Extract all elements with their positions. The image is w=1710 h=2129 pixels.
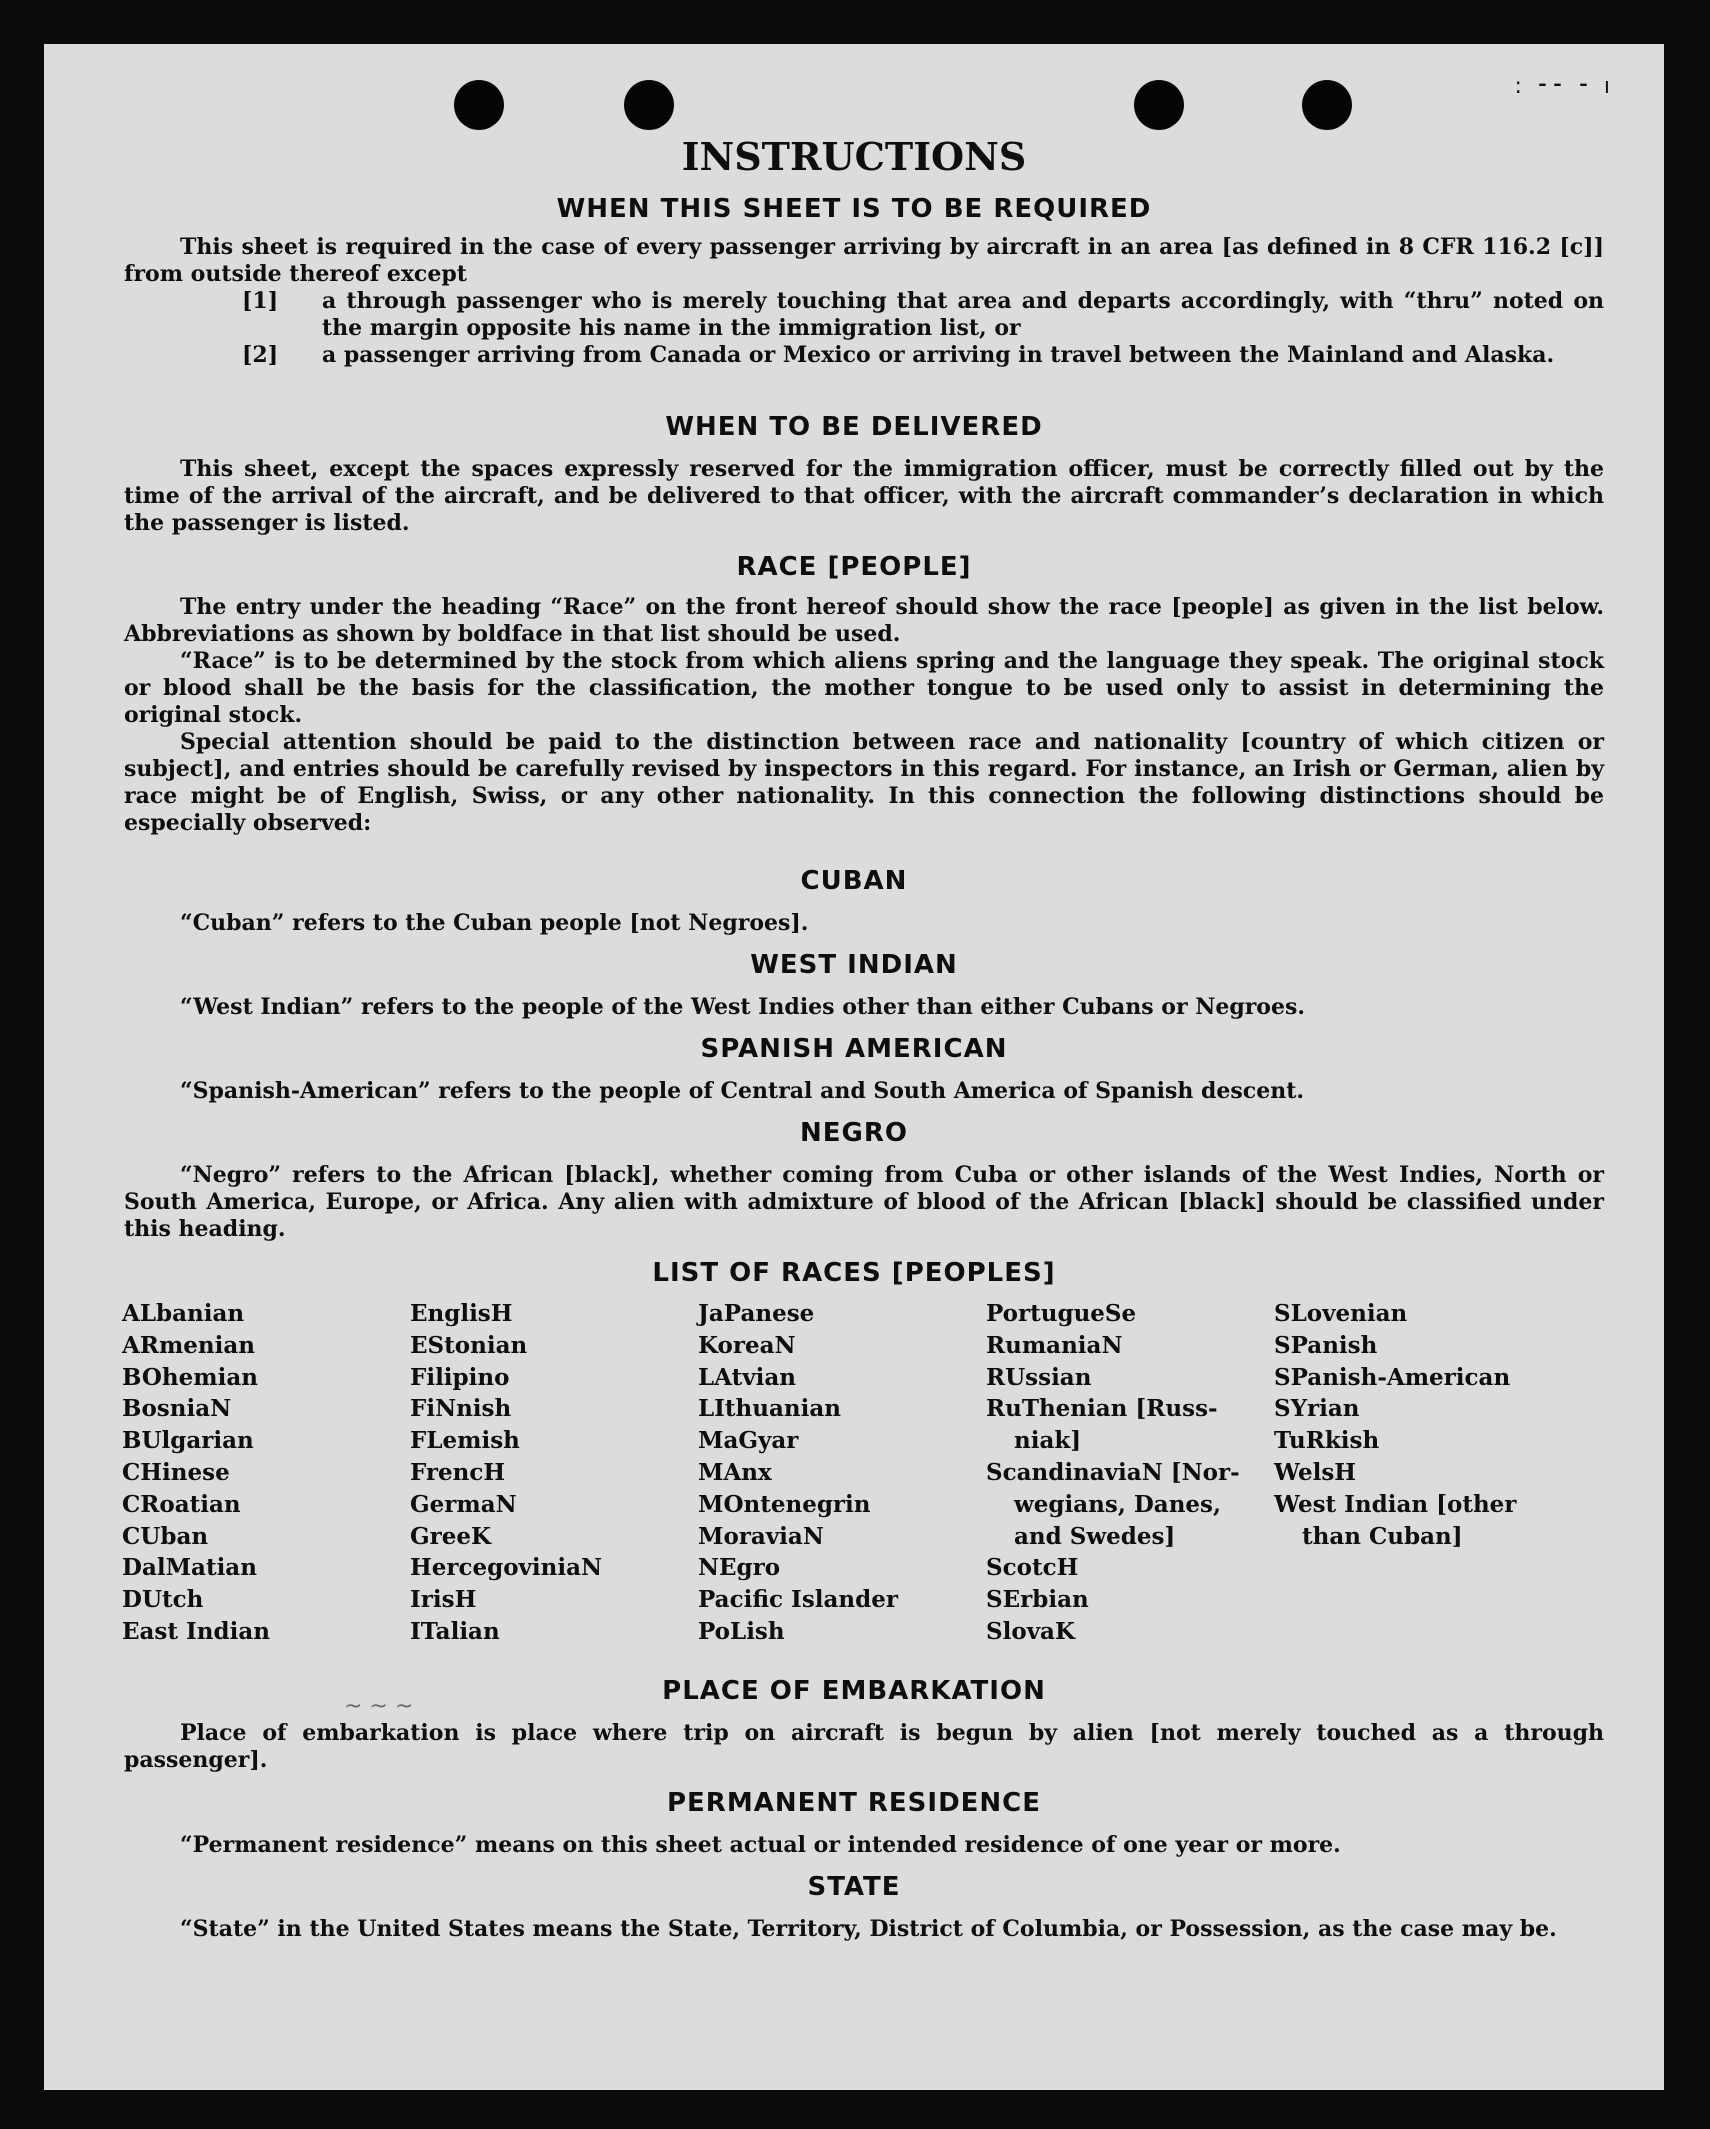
race-entry: FiNnish — [410, 1395, 512, 1423]
race-entry: IrisH — [410, 1586, 477, 1614]
paragraph-cuban: “Cuban” refers to the Cuban people [not Negroes]. — [180, 910, 809, 936]
page-title: INSTRUCTIONS — [681, 134, 1027, 179]
punch-hole — [454, 80, 504, 130]
paragraph-negro: “Negro” refers to the African [black], whether coming from Cuba or other islands of the West Indies, North or South America, Europe, or Africa. Any alien with admixture of blood of the African [black] should be classified under this heading. — [124, 1162, 1604, 1242]
race-entry: FLemish — [410, 1427, 520, 1455]
race-entry: TuRkish — [1274, 1427, 1380, 1455]
race-entry-continued: wegians, Danes, — [1014, 1490, 1221, 1518]
heading-when-required: WHEN THIS SHEET IS TO BE REQUIRED — [556, 194, 1152, 224]
race-entry: PortugueSe — [986, 1300, 1137, 1327]
race-entry: BosniaN — [122, 1395, 232, 1423]
races-column-5 — [1274, 1298, 1574, 1552]
race-entry-continued: and Swedes] — [1014, 1522, 1176, 1550]
heading-negro: NEGRO — [800, 1118, 908, 1148]
race-entry: HercegoviniaN — [410, 1554, 603, 1582]
heading-permanent-residence: PERMANENT RESIDENCE — [666, 1788, 1042, 1818]
corner-mark: : ⁃⁃ ⁃ ı — [1514, 74, 1614, 99]
race-entry: RUssian — [986, 1363, 1092, 1391]
race-entry: MaGyar — [698, 1427, 799, 1455]
race-entry: Pacific Islander — [698, 1586, 898, 1614]
race-entry-continued: than Cuban] — [1302, 1522, 1463, 1550]
race-entry: CRoatian — [122, 1490, 241, 1518]
race-entry: JaPanese — [698, 1300, 815, 1327]
races-column-2 — [410, 1298, 710, 1648]
paragraph-required: This sheet is required in the case of every passenger arriving by aircraft in an area [as defined in 8 CFR 116.2 [c]] from outside thereof except — [124, 234, 1604, 287]
paragraph-delivered: This sheet, except the spaces expressly reserved for the immigration officer, must be correctly filled out by the time of the arrival of the aircraft, and be delivered to that officer, with the aircraft commander’s declaration in which the passenger is listed. — [124, 456, 1604, 536]
races-list — [122, 1298, 1622, 1658]
race-entry: SYrian — [1274, 1395, 1360, 1423]
race-entry: SErbian — [986, 1586, 1089, 1614]
race-entry: EnglisH — [410, 1300, 513, 1327]
races-column-4 — [986, 1298, 1286, 1648]
race-entry: DalMatian — [122, 1554, 257, 1582]
race-entry: RuThenian [Russ- — [986, 1395, 1218, 1423]
race-entry: LAtvian — [698, 1363, 796, 1391]
race-entry: Filipino — [410, 1363, 510, 1391]
race-entry: ALbanian — [122, 1300, 245, 1327]
heading-place-of-embarkation: PLACE OF EMBARKATION — [662, 1676, 1046, 1706]
race-entry: KoreaN — [698, 1331, 796, 1359]
paragraph-residence: “Permanent residence” means on this sheet actual or intended residence of one year or more. — [180, 1832, 1341, 1858]
exception-item-2: [2] a passenger arriving from Canada or Mexico or arriving in travel between the Mainland and Alaska. — [242, 342, 1555, 368]
race-entry: ITalian — [410, 1617, 500, 1645]
race-entry: SlovaK — [986, 1617, 1075, 1645]
race-entry: SLovenian — [1274, 1300, 1408, 1327]
heading-list-of-races: LIST OF RACES [PEOPLES] — [652, 1258, 1056, 1288]
race-entry: BUlgarian — [122, 1427, 254, 1455]
exception-item-1: [1] a through passenger who is merely touching that area and departs accordingly, with “thru” noted on the margin opposite his name in the immigration list, or — [242, 288, 1604, 341]
races-column-3 — [698, 1298, 998, 1648]
heading-spanish-american: SPANISH AMERICAN — [700, 1034, 1008, 1064]
heading-state: STATE — [807, 1872, 901, 1902]
race-entry: PoLish — [698, 1617, 785, 1645]
race-entry: East Indian — [122, 1617, 270, 1645]
race-entry: MOntenegrin — [698, 1490, 871, 1518]
race-entry: SPanish-American — [1274, 1363, 1511, 1391]
race-entry: MoraviaN — [698, 1522, 824, 1550]
race-entry: LIthuanian — [698, 1395, 841, 1423]
race-entry: RumaniaN — [986, 1331, 1123, 1359]
handwritten-mark: ~ ~ ~ — [344, 1694, 414, 1719]
paragraph-embarkation: Place of embarkation is place where trip on aircraft is begun by alien [not merely touched as a through passenger]. — [124, 1720, 1604, 1773]
punch-hole — [1134, 80, 1184, 130]
races-column-1 — [122, 1298, 422, 1648]
race-entry: CHinese — [122, 1458, 230, 1486]
race-entry: West Indian [other — [1274, 1490, 1517, 1518]
race-entry: FrencH — [410, 1458, 506, 1486]
race-entry: CUban — [122, 1522, 209, 1550]
race-entry: GermaN — [410, 1490, 517, 1518]
paragraph-race-1: The entry under the heading “Race” on the front hereof should show the race [people] as given in the list below. Abbreviations as shown by boldface in that list should be used. — [124, 594, 1604, 647]
paragraph-spanish-american: “Spanish-American” refers to the people of Central and South America of Spanish descent. — [180, 1078, 1305, 1104]
paragraph-race-2: “Race” is to be determined by the stock from which aliens spring and the language they speak. The original stock or blood shall be the basis for the classification, the mother tongue to be used only to assist in determining the original stock. — [124, 648, 1604, 728]
heading-cuban: CUBAN — [800, 866, 908, 896]
race-entry: GreeK — [410, 1522, 492, 1550]
heading-race: RACE [PEOPLE] — [736, 552, 972, 582]
heading-west-indian: WEST INDIAN — [750, 950, 958, 980]
race-entry: EStonian — [410, 1331, 528, 1359]
race-entry: MAnx — [698, 1458, 772, 1486]
race-entry: WelsH — [1274, 1458, 1357, 1486]
race-entry: ScotcH — [986, 1554, 1079, 1582]
document-page — [44, 44, 1664, 2090]
race-entry: BOhemian — [122, 1363, 258, 1391]
race-entry: ScandinaviaN [Nor- — [986, 1458, 1240, 1486]
paragraph-west-indian: “West Indian” refers to the people of the West Indies other than either Cubans or Negroes. — [180, 994, 1306, 1020]
race-entry: NEgro — [698, 1554, 781, 1582]
race-entry-continued: niak] — [1014, 1427, 1082, 1455]
heading-when-delivered: WHEN TO BE DELIVERED — [665, 412, 1043, 442]
race-entry: ARmenian — [122, 1331, 256, 1359]
punch-hole — [624, 80, 674, 130]
race-entry: DUtch — [122, 1586, 204, 1614]
paragraph-race-3: Special attention should be paid to the distinction between race and nationality [country of which citizen or subject], and entries should be carefully revised by inspectors in this regard. For instance, an Irish or German, alien by race might be of English, Swiss, or any other nationality. In this connection the following distinctions should be especially observed: — [124, 729, 1604, 836]
paragraph-state: “State” in the United States means the State, Territory, District of Columbia, or Possession, as the case may be. — [180, 1916, 1557, 1942]
punch-hole — [1302, 80, 1352, 130]
race-entry: SPanish — [1274, 1331, 1378, 1359]
